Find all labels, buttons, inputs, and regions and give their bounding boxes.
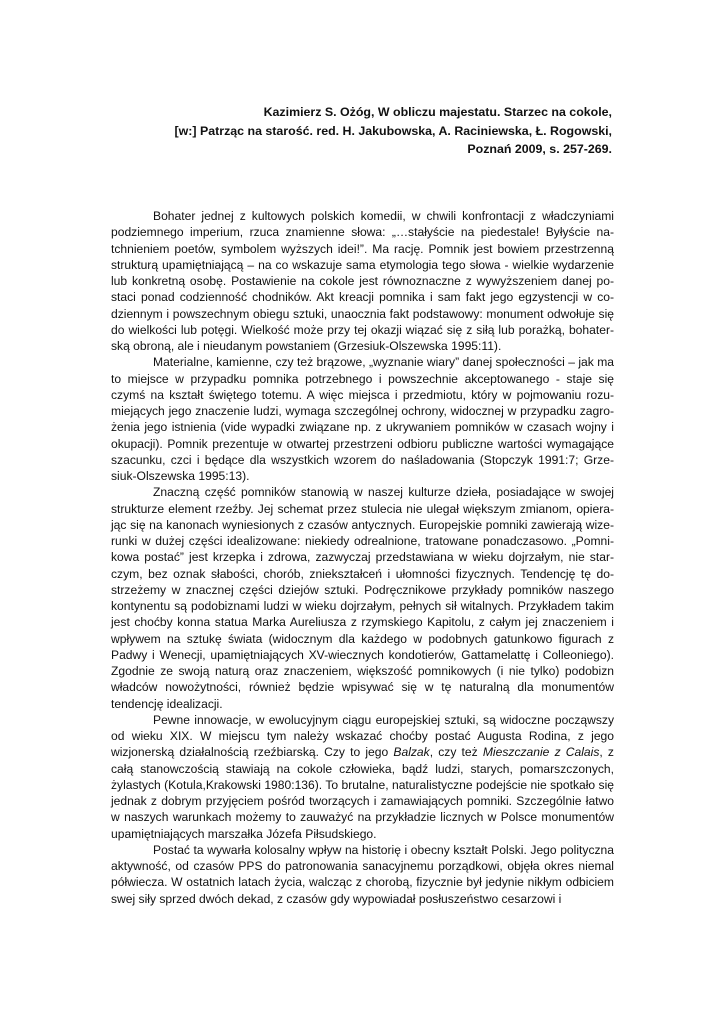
paragraph-5: Postać ta wywarła kolosalny wpływ na historię i obecny kształt Polski. Jego polityczna aktywność, od czasów PPS do patronowania sanacyjnemu porządkowi, objęła okres niemal półwiecza. W ostatnich latach życia, walcząc z chorobą, fizycznie był jedynie nikłym odbiciem swej siły sprzed dwóch dekad, z czasów gdy wypowiadał posłuszeństwo cesarzowi i — [111, 842, 614, 906]
paragraph-1: Bohater jednej z kultowych polskich komedii, w chwili konfrontacji z władczyniami podziemnego imperium, rzuca znamienne słowa: „…stałyście na piedestale! Byłyście natchnieniem poetów, symbolem wyższych idei!”. Ma rację. Pomnik jest bowiem przestrzenną strukturą upamiętniającą – na co wskazuje sama etymologia tego słowa - wielkie wydarzenie lub konkretną osobę. Postawienie na cokole jest równoznaczne z wywyższeniem danej postaci ponad codzienność chodników. Akt kreacji pomnika i sam fakt jego egzystencji w codziennym i powszechnym obiegu sztuki, unaocznia fakt podstawowy: monument odwołuje się do wielkości lub potęgi. Wielkość może przy tej okazji wiązać się z siłą lub porażką, bohaterską obroną, ale i nieudanym powstaniem (Grzesiuk-Olszewska 1995:11). — [111, 209, 614, 353]
work-title-mieszczanie: Mieszczanie z Calais — [482, 745, 600, 760]
article-body — [111, 208, 614, 907]
paragraph-4-text-c: , z całą stanowczością stawiają na cokole człowieka, bądź ludzi, starych, pomarszczonych, żylastych (Kotula,Krakowski 1980:136). To brutalne, naturalistyczne podejście nie spotkało się jednak z dobrym przyjęciem pośród tworzących i zamawiających pomniki. Szczególnie łatwo w naszych warunkach możemy to zauważyć na przykładzie licznych w Polsce monumentów upamiętniających marszałka Józefa Piłsudskiego. — [111, 745, 614, 841]
paragraph-4 — [111, 712, 614, 842]
citation-line-author-title: Kazimierz S. Ożóg, W obliczu majestatu. Starzec na cokole, — [263, 105, 612, 119]
citation-line-place-pages: Poznań 2009, s. 257-269. — [467, 142, 612, 156]
citation-line-source: [w:] Patrząc na starość. red. H. Jakubowska, A. Raciniewska, Ł. Rogowski, — [174, 123, 612, 138]
citation-header — [92, 103, 612, 159]
paragraph-2: Materialne, kamienne, czy też brązowe, „wyznanie wiary” danej społeczności – jak ma to miejsce w przypadku pomnika potrzebnego i powszechnie akceptowanego - staje się czymś na kształt świętego totemu. A więc miejsca i przedmiotu, który w pojmowaniu rozumiejących jego znaczenie ludzi, wymaga szczególnej ochrony, widocznej w przypadku zagrożenia jego istnienia (vide wypadki związane np. z ukrywaniem pomników w czasach wojny i okupacji). Pomnik prezentuje w otwartej przestrzeni odbioru publiczne wartości wymagające szacunku, czci i będące dla wszystkich wzorem do naśladowania (Stopczyk 1991:7; Grzesiuk-Olszewska 1995:13). — [111, 355, 614, 483]
work-title-balzak: Balzak — [393, 745, 430, 760]
paragraph-4-text-b: , czy też — [429, 745, 483, 760]
paragraph-3: Znaczną część pomników stanowią w naszej kulturze dzieła, posiadające w swojej strukturze element rzeźby. Jej schemat przez stulecia nie ulegał większym zmianom, opierając się na kanonach wyniesionych z czasów antycznych. Europejskie pomniki zawierają wizerunki w dużej części idealizowane: niekiedy odrealnione, tratowane ponadczasowo. „Pomnikowa postać” jest krzepka i zdrowa, zazwyczaj przedstawiana w wieku dojrzałym, nie starczym, bez oznak słabości, chorób, zniekształceń i ułomności fizycznych. Tendencję tę dostrzeżemy w znacznej części dziejów sztuki. Podręcznikowe przykłady pomników naszego kontynentu są podobiznami ludzi w wieku dojrzałym, pełnych sił witalnych. Przykładem takim jest choćby konna statua Marka Aureliusza z rzymskiego Kapitolu, z całym jej znaczeniem i wpływem na sztukę świata (widocznym dla każdego w podobnych gatunkowo figurach z Padwy i Wenecji, upamiętniających XV-wiecznych kondotierów, Gattamelattę i Colleoniego). Zgodnie ze swoją naturą oraz znaczeniem, większość pomnikowych (i nie tylko) podobizn władców nowożytności, również będzie wpisywać się w tę naturalną dla monumentów tendencję idealizacji. — [111, 485, 614, 711]
paragraph-4-text-a: Pewne innowacje, w ewolucyjnym ciągu europejskiej sztuki, są widoczne począwszy od wieku XIX. W miejscu tym należy wskazać choćby postać Augusta Rodina, z jego wizjonerską działalnością rzeźbiarską. Czy to jego — [111, 712, 614, 760]
